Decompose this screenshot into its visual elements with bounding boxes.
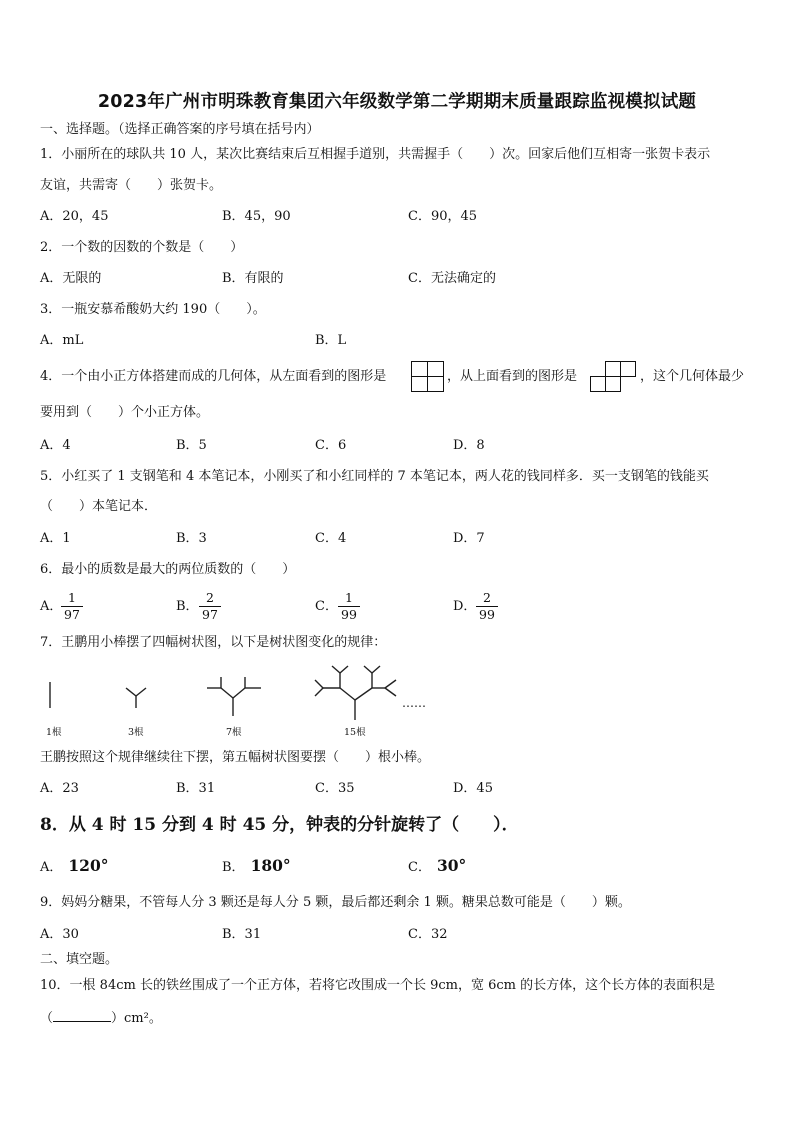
q10-unit: ）cm²。 bbox=[111, 1011, 162, 1026]
numerator: 2 bbox=[206, 590, 214, 605]
q8-text: 8．从 4 时 15 分到 4 时 45 分，钟表的分针旋转了（ ）． bbox=[40, 815, 519, 835]
q5-line2: （ ）本笔记本． bbox=[40, 499, 158, 514]
q2-option-b: B．有限的 bbox=[222, 271, 284, 286]
q9-text: 9．妈妈分糖果，不管每人分 3 颗还是每人分 5 颗，最后都还剩余 1 颗。糖果总数可能是（ ）颗。 bbox=[40, 895, 631, 910]
q9-option-a: A．30 bbox=[40, 927, 79, 942]
left-view-figure bbox=[411, 361, 445, 393]
section-choice-heading: 一、选择题。（选择正确答案的序号填在括号内） bbox=[40, 122, 320, 137]
q10-answer-blank[interactable] bbox=[53, 1009, 111, 1022]
tree-label-2: 3根 bbox=[128, 727, 144, 738]
q8-option-a-label: A． bbox=[40, 860, 63, 875]
section-fill-heading: 二、填空题。 bbox=[40, 952, 119, 967]
tree-4-sticks bbox=[315, 666, 396, 720]
q4-text-part1: 4．一个由小正方体搭建而成的几何体，从左面看到的图形是 bbox=[40, 369, 387, 384]
q3-text: 3．一瓶安慕希酸奶大约 190（ ）。 bbox=[40, 302, 266, 317]
q6-option-c-label: C． bbox=[315, 599, 338, 614]
tree-label-1: 1根 bbox=[46, 727, 62, 738]
q8-option-a-value: 120° bbox=[68, 856, 109, 875]
q5-option-b: B．3 bbox=[176, 531, 207, 546]
q4-option-b: B．5 bbox=[176, 438, 207, 453]
q8-option-b bbox=[222, 857, 291, 877]
q6-text: 6．最小的质数是最大的两位质数的（ ） bbox=[40, 562, 296, 577]
denominator: 99 bbox=[479, 607, 495, 622]
numerator: 2 bbox=[483, 590, 491, 605]
q3-option-b: B．L bbox=[315, 333, 347, 348]
q4-option-c: C．6 bbox=[315, 438, 347, 453]
q4-text-part3: ，这个几何体最少 bbox=[640, 369, 745, 384]
q2-option-a: A．无限的 bbox=[40, 271, 102, 286]
q7-option-a: A．23 bbox=[40, 781, 79, 796]
q1-line2: 友谊，共需寄（ ）张贺卡。 bbox=[40, 178, 223, 193]
tree-label-4: 15根 bbox=[344, 727, 366, 738]
tree-diagrams bbox=[40, 660, 440, 722]
tree-2-sticks bbox=[126, 688, 146, 708]
q9-option-c: C．32 bbox=[408, 927, 448, 942]
q8-option-b-value: 180° bbox=[250, 856, 291, 875]
q2-option-c: C．无法确定的 bbox=[408, 271, 496, 286]
q7-option-d: D．45 bbox=[453, 781, 493, 796]
q6-option-d-fraction bbox=[476, 591, 498, 622]
denominator: 97 bbox=[202, 607, 218, 622]
q2-text: 2．一个数的因数的个数是（ ） bbox=[40, 240, 244, 255]
q4-line2: 要用到（ ）个小正方体。 bbox=[40, 405, 210, 420]
tree-label-3: 7根 bbox=[226, 727, 242, 738]
q5-line1: 5．小红买了 1 支钢笔和 4 本笔记本，小刚买了和小红同样的 7 本笔记本，两人花的钱同样多．买一支钢笔的钱能买 bbox=[40, 469, 709, 484]
q8-option-b-label: B． bbox=[222, 860, 245, 875]
q8-option-c-value: 30° bbox=[436, 856, 467, 875]
tree-ellipsis: …… bbox=[402, 696, 426, 710]
q6-option-b-label: B． bbox=[176, 599, 199, 614]
tree-3-sticks bbox=[207, 677, 261, 716]
q1-option-b: B．45，90 bbox=[222, 209, 291, 224]
denominator: 97 bbox=[64, 607, 80, 622]
q5-option-d: D．7 bbox=[453, 531, 485, 546]
q7-option-c: C．35 bbox=[315, 781, 355, 796]
q6-option-a-label: A． bbox=[40, 599, 63, 614]
q7-text: 7．王鹏用小棒摆了四幅树状图，以下是树状图变化的规律： bbox=[40, 635, 387, 650]
q8-option-c-label: C． bbox=[408, 860, 431, 875]
q8-option-c bbox=[408, 857, 466, 877]
q9-option-b: B．31 bbox=[222, 927, 262, 942]
q6-option-a-fraction bbox=[61, 591, 83, 622]
q6-option-c-fraction bbox=[338, 591, 360, 622]
q10-line2 bbox=[40, 1009, 162, 1028]
q6-option-d-label: D． bbox=[453, 599, 477, 614]
top-view-figure bbox=[590, 361, 638, 394]
q1-option-a: A．20，45 bbox=[40, 209, 109, 224]
q1-option-c: C．90，45 bbox=[408, 209, 478, 224]
q10-open-paren: （ bbox=[40, 1011, 54, 1026]
q10-line1: 10．一根 84cm 长的铁丝围成了一个正方体，若将它改围成一个长 9cm，宽 6cm 的长方体，这个长方体的表面积是 bbox=[40, 978, 716, 993]
q7-option-b: B．31 bbox=[176, 781, 216, 796]
q6-option-b-fraction bbox=[199, 591, 221, 622]
denominator: 99 bbox=[341, 607, 357, 622]
page-title: 2023年广州市明珠教育集团六年级数学第二学期期末质量跟踪监视模拟试题 bbox=[97, 92, 697, 112]
numerator: 1 bbox=[68, 590, 76, 605]
q4-text-part2: ，从上面看到的图形是 bbox=[447, 369, 578, 384]
q3-option-a: A．mL bbox=[40, 333, 84, 348]
q1-line1: 1．小丽所在的球队共 10 人，某次比赛结束后互相握手道别，共需握手（ ）次。回家后他们互相寄一张贺卡表示 bbox=[40, 147, 711, 162]
q8-option-a bbox=[40, 857, 109, 877]
q7-line2: 王鹏按照这个规律继续往下摆，第五幅树状图要摆（ ）根小棒。 bbox=[40, 750, 431, 765]
q5-option-c: C．4 bbox=[315, 531, 347, 546]
q4-option-a: A．4 bbox=[40, 438, 71, 453]
q4-option-d: D．8 bbox=[453, 438, 485, 453]
numerator: 1 bbox=[345, 590, 353, 605]
q5-option-a: A．1 bbox=[40, 531, 71, 546]
